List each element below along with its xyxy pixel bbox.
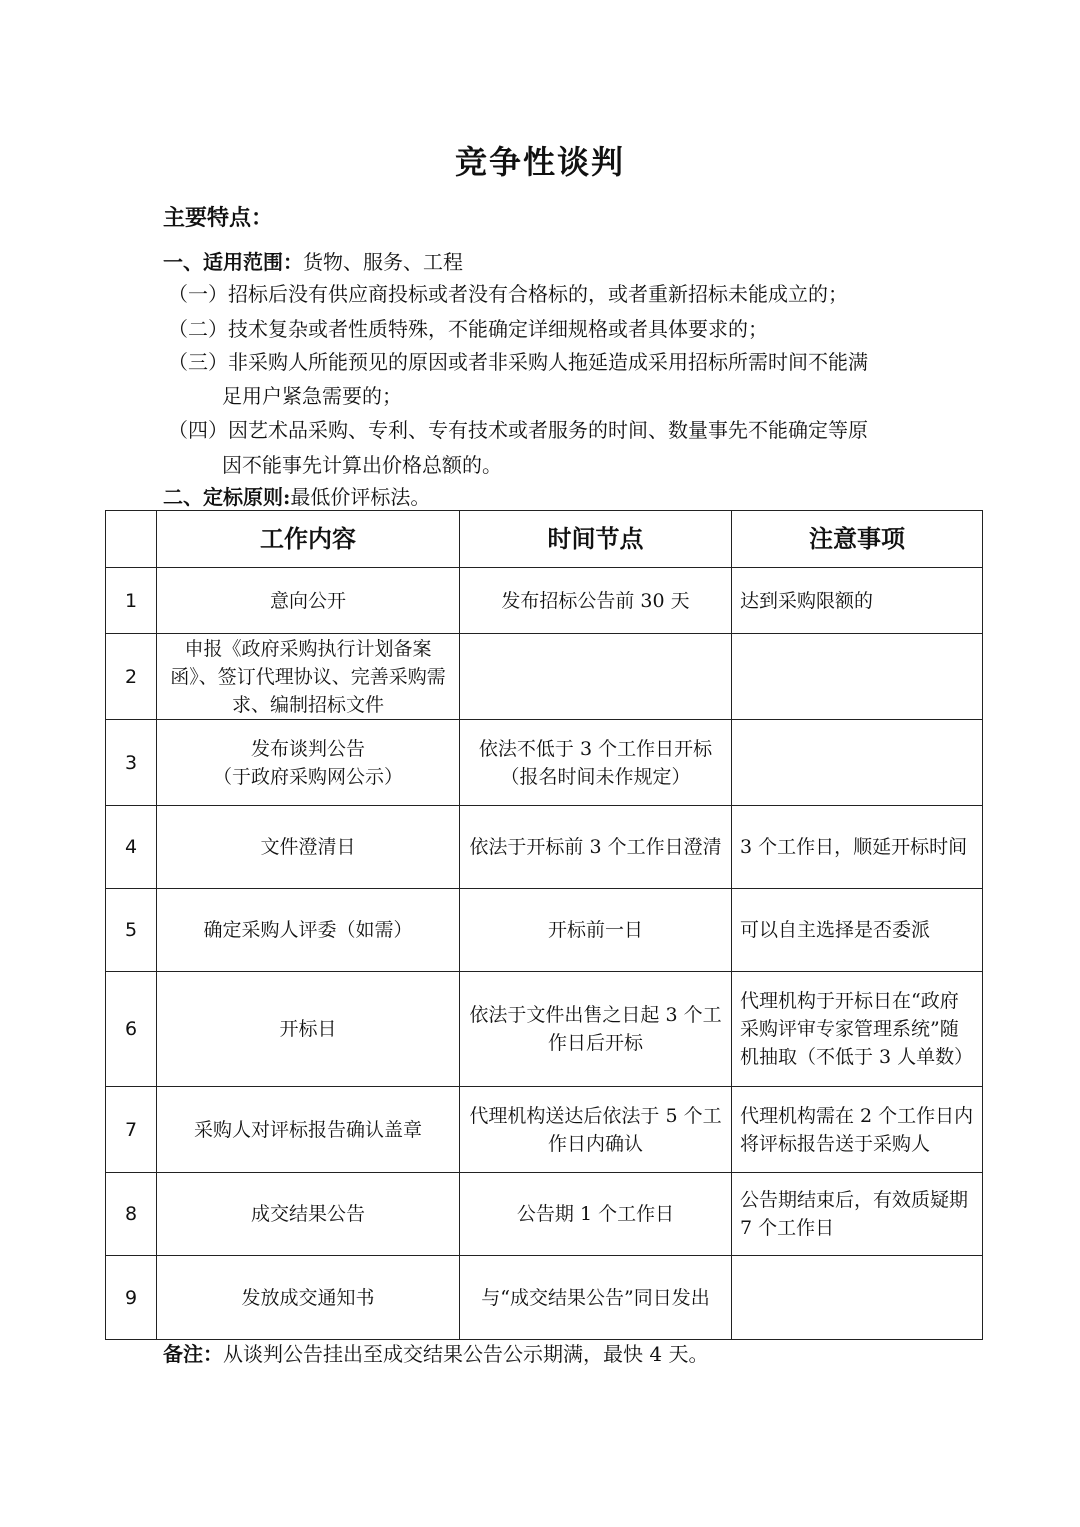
row-content: 成交结果公告: [157, 1173, 460, 1256]
table-row: [106, 889, 983, 972]
condition-item-1: （一）招标后没有供应商投标或者没有合格标的，或者重新招标未能成立的；: [168, 282, 848, 306]
row-content: 申报《政府采购执行计划备案函》、签订代理协议、完善采购需求、编制招标文件: [157, 634, 460, 720]
row-note: 3 个工作日，顺延开标时间: [732, 806, 983, 889]
row-time: 依法不低于 3 个工作日开标 （报名时间未作规定）: [460, 720, 732, 806]
table-header-row: [106, 511, 983, 568]
table-row: [106, 634, 983, 720]
section-subtitle: 主要特点：: [163, 205, 274, 231]
row-note: 达到采购限额的: [732, 568, 983, 634]
document-title: 竞争性谈判: [454, 143, 625, 181]
row-number: 5: [106, 889, 157, 972]
row-content: 发放成交通知书: [157, 1256, 460, 1340]
principle-label: 二、定标原则:: [163, 485, 291, 509]
row-time: 公告期 1 个工作日: [460, 1173, 732, 1256]
remark-value: 从谈判公告挂出至成交结果公告公示期满，最快 4 天。: [223, 1342, 709, 1366]
row-content: 文件澄清日: [157, 806, 460, 889]
row-note: 公告期结束后，有效质疑期 7 个工作日: [732, 1173, 983, 1256]
scope-line: [163, 246, 463, 275]
table-row: [106, 568, 983, 634]
remark-line: [163, 1338, 708, 1367]
row-number: 3: [106, 720, 157, 806]
scope-value: 货物、服务、工程: [303, 250, 463, 274]
condition-item-4-cont: 因不能事先计算出价格总额的。: [222, 453, 502, 477]
table-row: [106, 1173, 983, 1256]
condition-item-4: （四）因艺术品采购、专利、专有技术或者服务的时间、数量事先不能确定等原: [168, 418, 868, 442]
table-row: [106, 1256, 983, 1340]
condition-item-3-cont: 足用户紧急需要的；: [222, 384, 402, 408]
row-note: [732, 1256, 983, 1340]
row-note: 可以自主选择是否委派: [732, 889, 983, 972]
header-content: 工作内容: [157, 511, 460, 568]
principle-line: [163, 481, 430, 510]
row-number: 1: [106, 568, 157, 634]
remark-label: 备注：: [163, 1342, 223, 1366]
table-row: [106, 1087, 983, 1173]
schedule-table: [105, 510, 983, 1340]
row-content: 意向公开: [157, 568, 460, 634]
scope-label: 一、适用范围：: [163, 250, 303, 274]
table-row: [106, 720, 983, 806]
condition-item-2: （二）技术复杂或者性质特殊，不能确定详细规格或者具体要求的；: [168, 317, 768, 341]
row-note: 代理机构于开标日在“政府采购评审专家管理系统”随机抽取（不低于 3 人单数）: [732, 972, 983, 1087]
row-content: 开标日: [157, 972, 460, 1087]
row-number: 6: [106, 972, 157, 1087]
row-time: [460, 634, 732, 720]
row-content: 发布谈判公告 （于政府采购网公示）: [157, 720, 460, 806]
row-time: 开标前一日: [460, 889, 732, 972]
row-time: 代理机构送达后依法于 5 个工作日内确认: [460, 1087, 732, 1173]
row-number: 9: [106, 1256, 157, 1340]
row-note: 代理机构需在 2 个工作日内将评标报告送于采购人: [732, 1087, 983, 1173]
row-number: 8: [106, 1173, 157, 1256]
row-time: 与“成交结果公告”同日发出: [460, 1256, 732, 1340]
row-number: 4: [106, 806, 157, 889]
row-time: 依法于开标前 3 个工作日澄清: [460, 806, 732, 889]
row-content: 采购人对评标报告确认盖章: [157, 1087, 460, 1173]
header-index: [106, 511, 157, 568]
header-time: 时间节点: [460, 511, 732, 568]
row-time: 依法于文件出售之日起 3 个工作日后开标: [460, 972, 732, 1087]
header-note: 注意事项: [732, 511, 983, 568]
table-row: [106, 972, 983, 1087]
row-note: [732, 634, 983, 720]
table-row: [106, 806, 983, 889]
row-number: 7: [106, 1087, 157, 1173]
principle-value: 最低价评标法。: [290, 485, 431, 509]
row-note: [732, 720, 983, 806]
condition-item-3: （三）非采购人所能预见的原因或者非采购人拖延造成采用招标所需时间不能满: [168, 350, 868, 374]
row-content: 确定采购人评委（如需）: [157, 889, 460, 972]
row-number: 2: [106, 634, 157, 720]
row-time: 发布招标公告前 30 天: [460, 568, 732, 634]
